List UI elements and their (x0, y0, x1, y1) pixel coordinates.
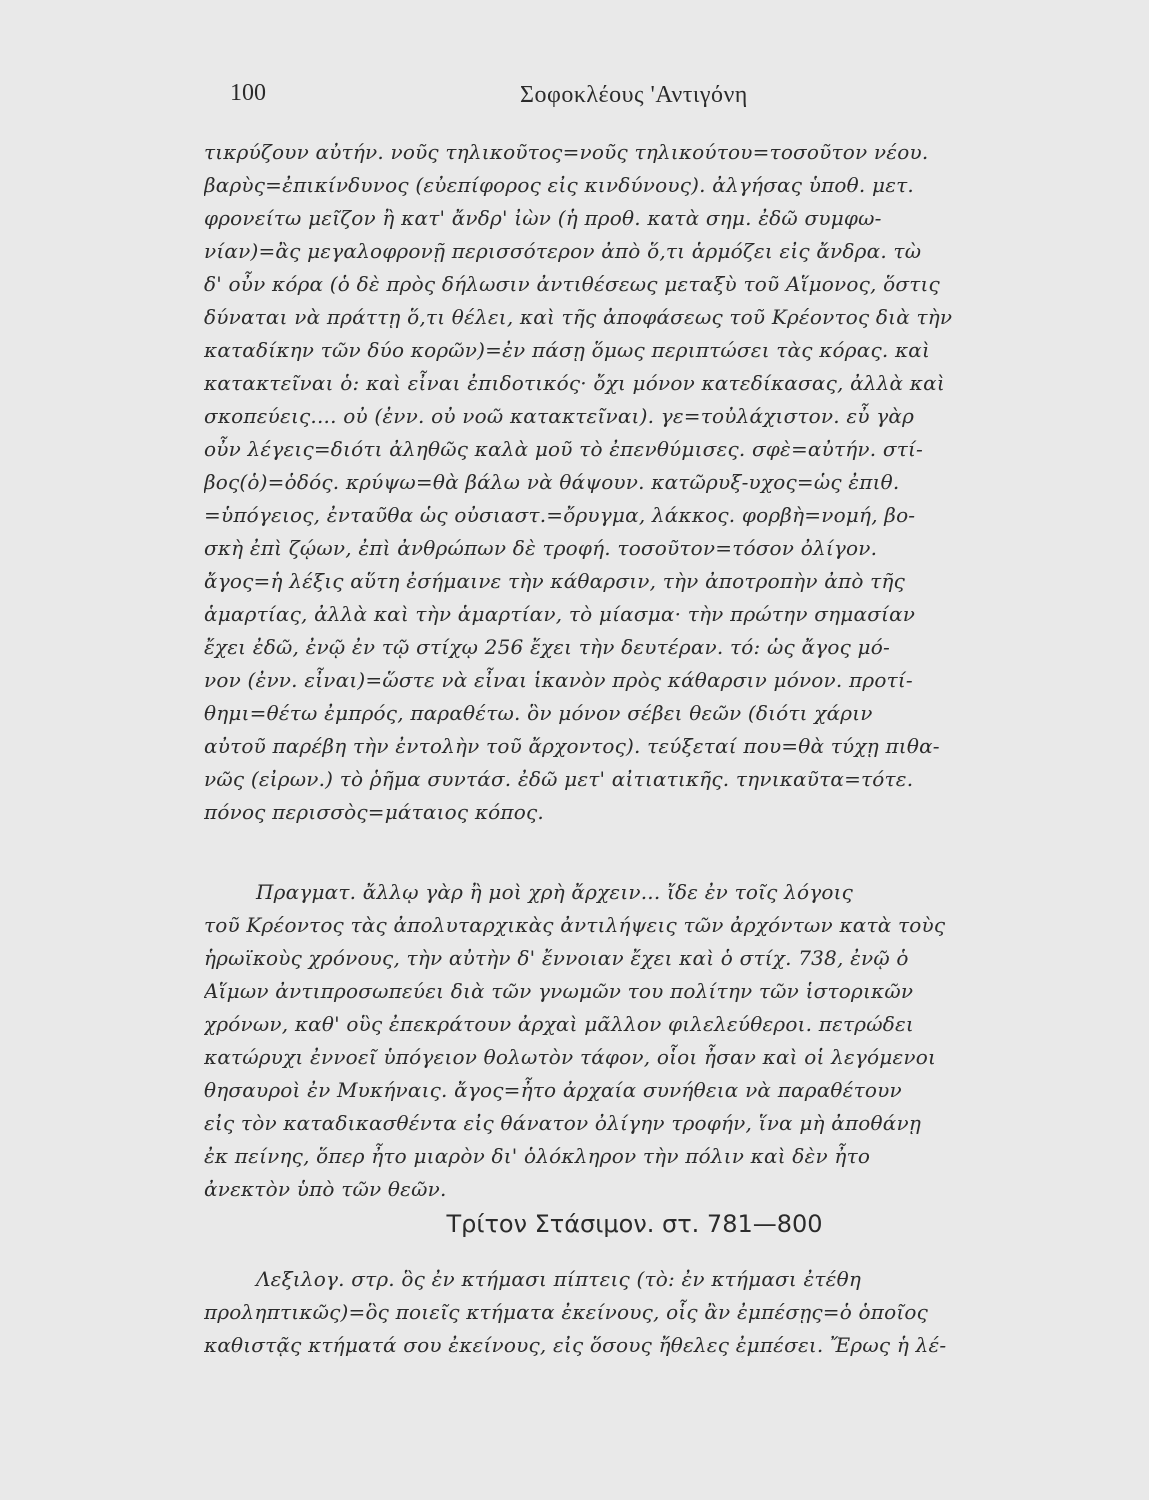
text-line: προληπτικῶς)=ὃς ποιεῖς κτήματα ἐκείνους, οἷς ἂν ἐμπέσῃς=ὁ ὁποῖος (204, 1300, 929, 1324)
text-line: ἀνεκτὸν ὑπὸ τῶν θεῶν. (204, 1177, 447, 1201)
text-line: νον (ἐνν. εἶναι)=ὥστε νὰ εἶναι ἱκανὸν πρὸς κάθαρσιν μόνον. προτί- (204, 668, 913, 692)
text-line: καταδίκην τῶν δύο κορῶν)=ἐν πάσῃ ὅμως περιπτώσει τὰς κόρας. καὶ (204, 338, 931, 362)
text-line: βαρὺς=ἐπικίνδυνος (εὐεπίφορος εἰς κινδύνους). ἀλγήσας ὑποθ. μετ. (204, 173, 914, 197)
text-line: θησαυροὶ ἐν Μυκήναις. ἄγος=ἦτο ἀρχαία συνήθεια νὰ παραθέτουν (204, 1078, 902, 1102)
commentary-block-3 (204, 1263, 1120, 1362)
text-line: δύναται νὰ πράττῃ ὅ,τι θέλει, καὶ τῆς ἀποφάσεως τοῦ Κρέοντος διὰ τὴν (204, 305, 953, 329)
text-line: δ' οὖν κόρα (ὁ δὲ πρὸς δήλωσιν ἀντιθέσεως μεταξὺ τοῦ Αἵμονος, ὅστις (204, 272, 940, 296)
text-line: καθιστᾷς κτήματά σου ἐκείνους, εἰς ὅσους ἤθελες ἐμπέσει. Ἔρως ἡ λέ- (204, 1333, 947, 1357)
running-title: Σοφοκλέους 'Αντιγόνη (520, 82, 748, 108)
text-line: σκὴ ἐπὶ ζῴων, ἐπὶ ἀνθρώπων δὲ τροφή. τοσοῦτον=τόσον ὀλίγον. (204, 536, 878, 560)
text-line: Αἵμων ἀντιπροσωπεύει διὰ τῶν γνωμῶν του πολίτην τῶν ἱστορικῶν (204, 979, 914, 1003)
text-line: θημι=θέτω ἐμπρός, παραθέτω. ὃν μόνον σέβει θεῶν (διότι χάριν (204, 701, 873, 725)
text-line: νίαν)=ἂς μεγαλοφρονῇ περισσότερον ἀπὸ ὅ,τι ἁρμόζει εἰς ἄνδρα. τὼ (204, 239, 922, 263)
page-number: 100 (230, 80, 266, 106)
text-line: εἰς τὸν καταδικασθέντα εἰς θάνατον ὀλίγην τροφήν, ἵνα μὴ ἀποθάνῃ (204, 1111, 922, 1135)
text-line: τικρύζουν αὐτήν. νοῦς τηλικοῦτος=νοῦς τηλικούτου=τοσοῦτον νέου. (204, 140, 929, 164)
text-line: κατακτεῖναι ὁ: καὶ εἶναι ἐπιδοτικός· ὄχι μόνον κατεδίκασας, ἀλλὰ καὶ (204, 371, 945, 395)
text-line: κατώρυχι ἐννοεῖ ὑπόγειον θολωτὸν τάφον, οἷοι ἦσαν καὶ οἱ λεγόμενοι (204, 1045, 937, 1069)
text-line: βος(ὁ)=ὁδός. κρύψω=θὰ βάλω νὰ θάψουν. κατῶρυξ-υχος=ὡς ἐπιθ. (204, 470, 900, 494)
section-title: Τρίτον Στάσιμον. στ. 781—800 (446, 1210, 823, 1238)
text-line: ἁμαρτίας, ἀλλὰ καὶ τὴν ἁμαρτίαν, τὸ μίασμα· τὴν πρώτην σημασίαν (204, 602, 916, 626)
text-line: ἔχει ἐδῶ, ἐνῷ ἐν τῷ στίχῳ 256 ἔχει τὴν δευτέραν. τό: ὡς ἄγος μό- (204, 635, 890, 659)
text-line: Πραγματ. ἄλλῳ γὰρ ἢ μοὶ χρὴ ἄρχειν... ἴδε ἐν τοῖς λόγοις (256, 880, 854, 904)
commentary-block-1 (204, 136, 1120, 829)
text-line: ἡρωϊκοὺς χρόνους, τὴν αὐτὴν δ' ἔννοιαν ἔχει καὶ ὁ στίχ. 738, ἐνῷ ὁ (204, 946, 909, 970)
page-header (230, 80, 1120, 120)
text-line: σκοπεύεις.... οὐ (ἐνν. οὐ νοῶ κατακτεῖναι). γε=τοὐλάχιστον. εὖ γὰρ (204, 404, 915, 428)
text-line: ἐκ πείνης, ὅπερ ἦτο μιαρὸν δι' ὁλόκληρον τὴν πόλιν καὶ δὲν ἦτο (204, 1144, 871, 1168)
text-line: ἄγος=ἡ λέξις αὕτη ἐσήμαινε τὴν κάθαρσιν, τὴν ἀποτροπὴν ἀπὸ τῆς (204, 569, 905, 593)
text-line: πόνος περισσὸς=μάταιος κόπος. (204, 800, 544, 824)
text-line: νῶς (εἰρων.) τὸ ῥῆμα συντάσ. ἐδῶ μετ' αἰτιατικῆς. τηνικαῦτα=τότε. (204, 767, 914, 791)
text-line: τοῦ Κρέοντος τὰς ἀπολυταρχικὰς ἀντιλήψεις τῶν ἀρχόντων κατὰ τοὺς (204, 913, 946, 937)
text-line: αὐτοῦ παρέβη τὴν ἐντολὴν τοῦ ἄρχοντος). τεύξεταί που=θὰ τύχῃ πιθα- (204, 734, 940, 758)
text-line: φρονείτω μεῖζον ἢ κατ' ἄνδρ' ἰὼν (ἡ προθ. κατὰ σημ. ἐδῶ συμφω- (204, 206, 882, 230)
text-line: οὖν λέγεις=διότι ἀληθῶς καλὰ μοῦ τὸ ἐπενθύμισες. σφὲ=αὐτήν. στί- (204, 437, 924, 461)
text-line: Λεξιλογ. στρ. ὃς ἐν κτήμασι πίπτεις (τὸ: ἐν κτήμασι ἐτέθη (256, 1267, 862, 1291)
text-line: χρόνων, καθ' οὓς ἐπεκράτουν ἀρχαὶ μᾶλλον φιλελεύθεροι. πετρώδει (204, 1012, 914, 1036)
commentary-block-2 (204, 876, 1120, 1206)
text-line: =ὑπόγειος, ἐνταῦθα ὡς οὐσιαστ.=ὄρυγμα, λάκκος. φορβὴ=νομή, βο- (204, 503, 916, 527)
